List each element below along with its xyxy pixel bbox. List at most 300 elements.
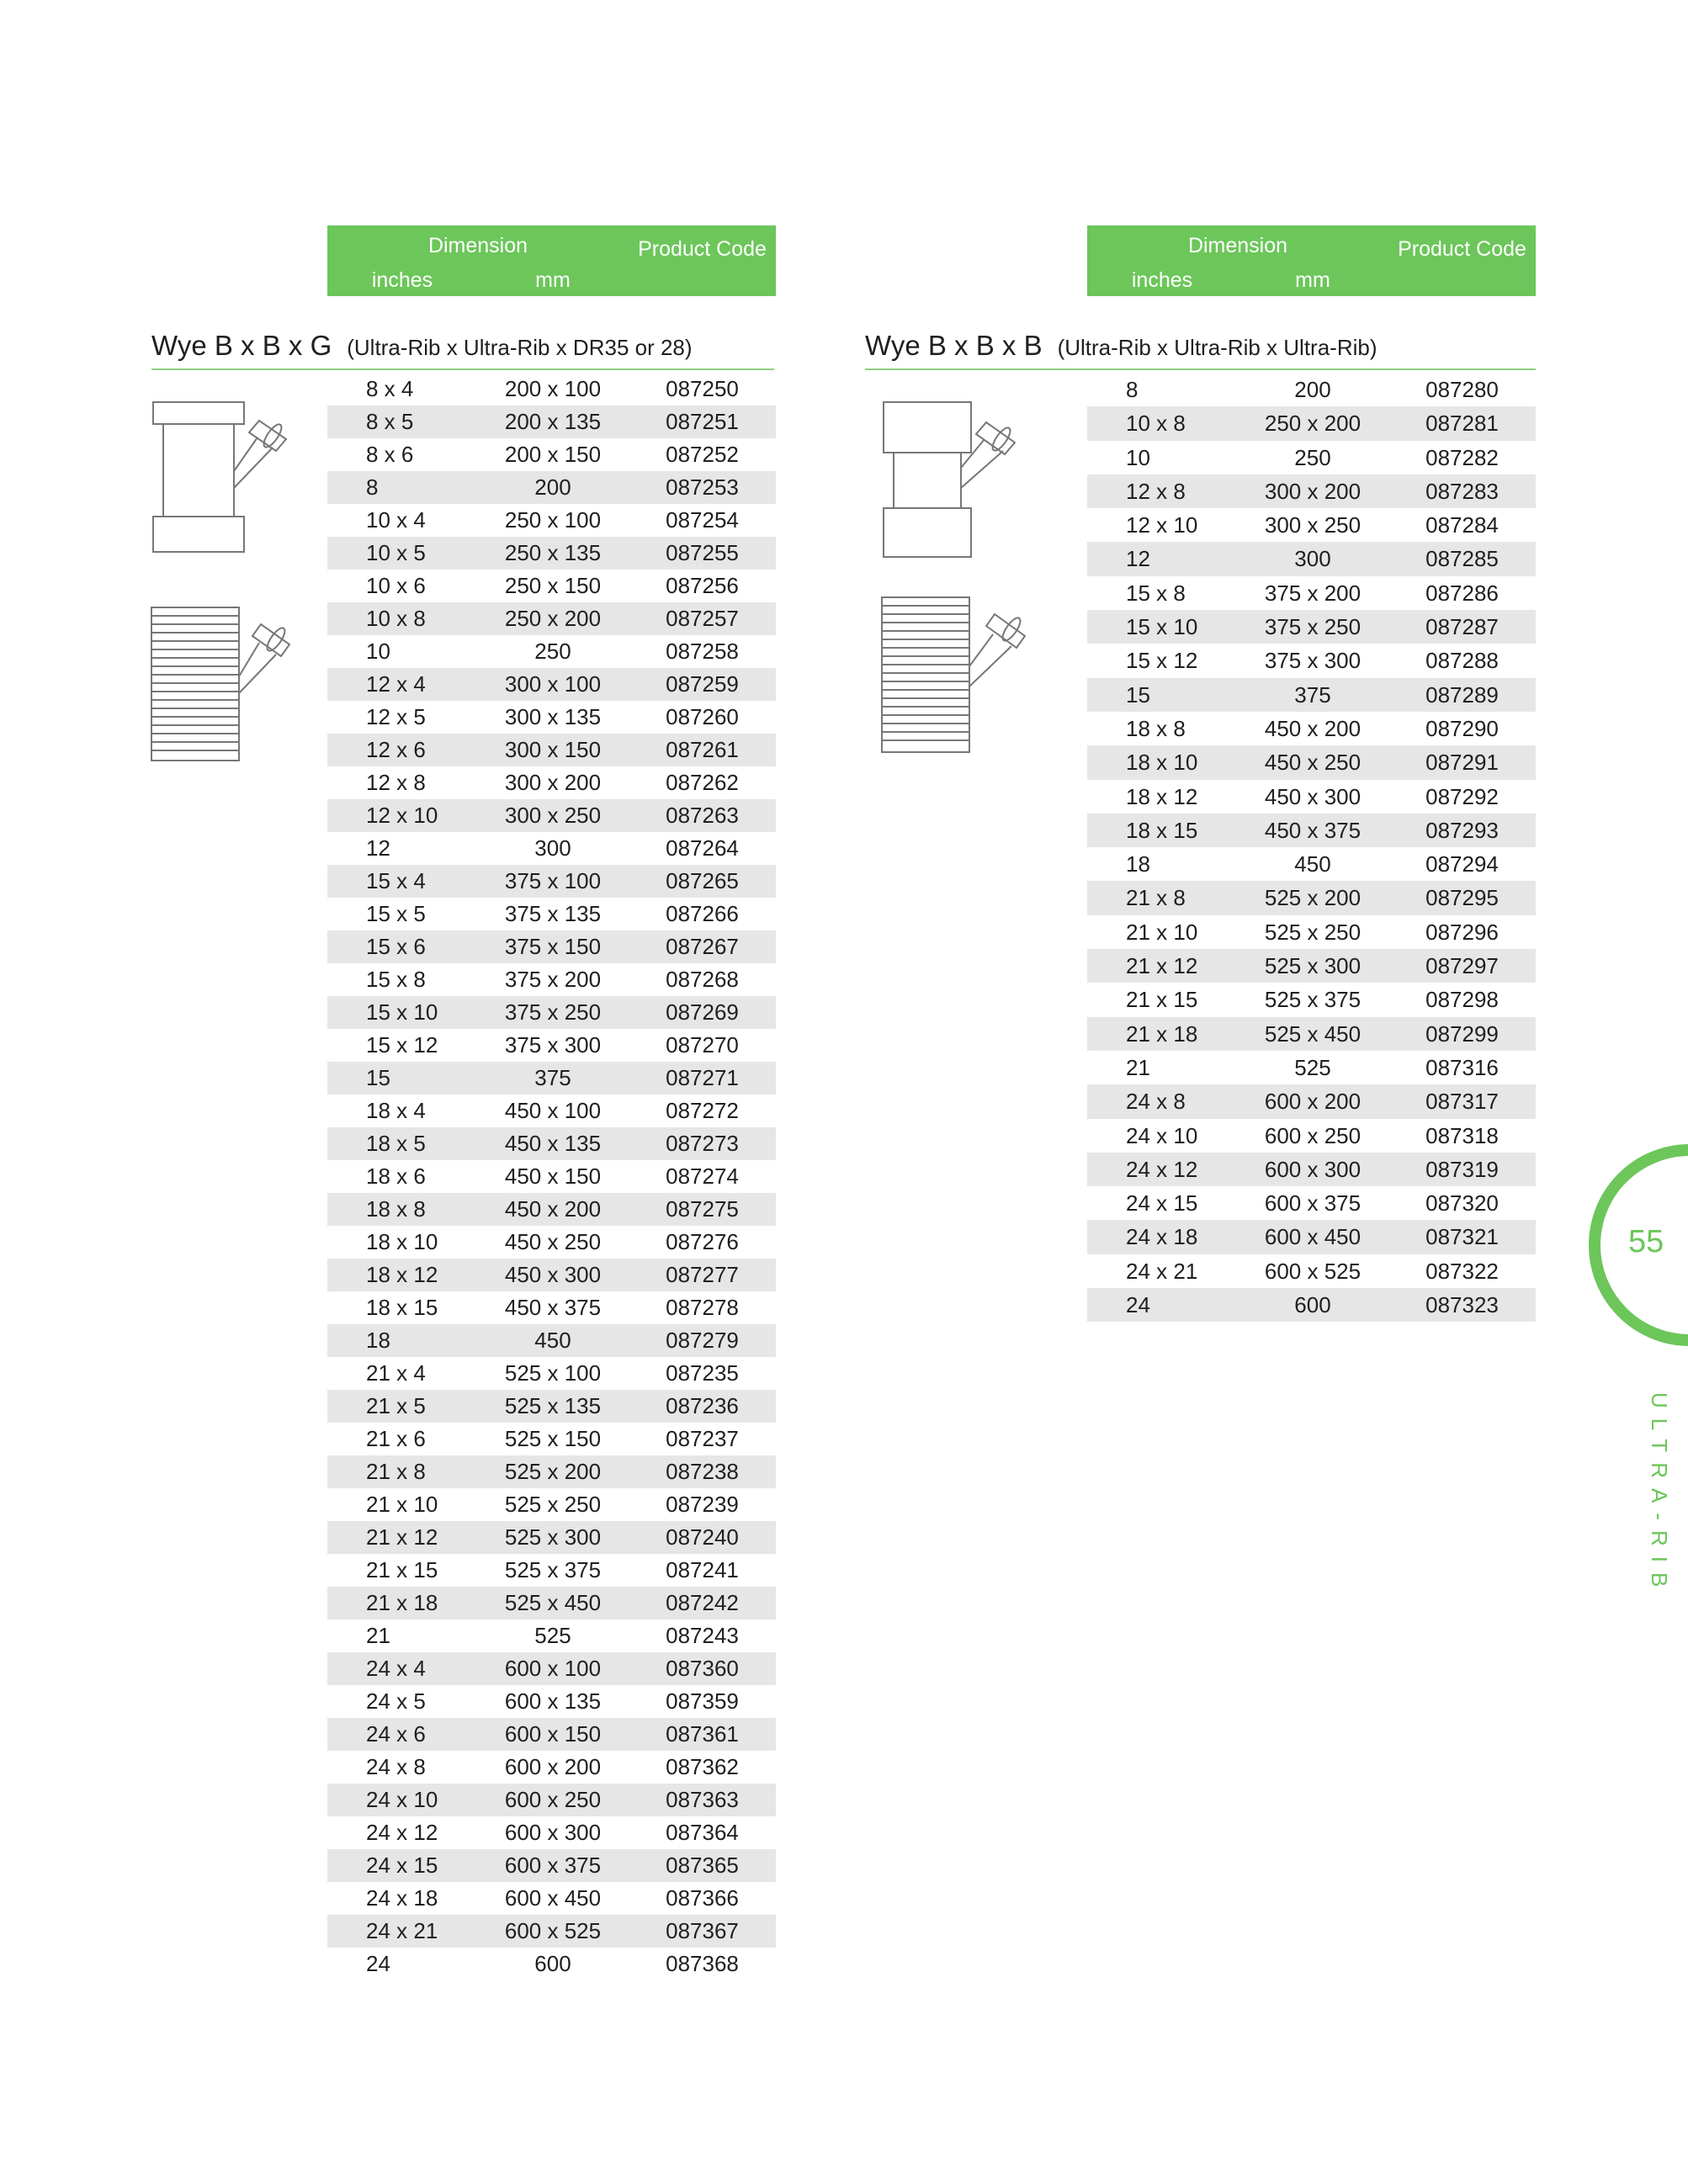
table-row [327,570,776,602]
fitting-spec: (Ultra-Rib x Ultra-Rib x DR35 or 28) [347,335,693,360]
product-code-cell: 087319 [1425,1156,1499,1182]
table-row [327,1882,776,1915]
size-inches-cell: 18 x 15 [366,1295,438,1320]
product-code-cell: 087318 [1425,1122,1499,1148]
size-inches-cell: 24 x 5 [366,1688,426,1714]
table-row [327,1160,776,1193]
size-inches-cell: 15 x 10 [1126,614,1198,640]
product-code-cell: 087259 [666,671,739,697]
table-row [1087,678,1536,712]
size-mm-cell: 525 x 450 [1264,1020,1362,1047]
product-code-cell: 087257 [666,606,739,631]
size-mm-cell: 200 x 150 [504,442,602,467]
size-mm-cell: 600 x 150 [504,1721,602,1747]
size-inches-cell: 24 x 21 [366,1918,438,1943]
size-mm-cell: 600 x 135 [504,1688,602,1714]
product-code-cell: 087360 [666,1656,739,1681]
product-code-cell: 087250 [666,376,739,401]
product-code-cell: 087277 [666,1262,739,1287]
wye-smooth-fitting-image [880,400,1032,560]
size-inches-cell: 15 x 12 [366,1032,438,1058]
size-mm-cell: 525 x 375 [1264,987,1362,1013]
product-code-cell: 087278 [666,1295,739,1320]
size-mm-cell: 600 x 250 [504,1787,602,1812]
size-mm-cell: 525 x 250 [1264,919,1362,945]
table-row [1087,745,1536,779]
size-mm-cell: 250 [1294,444,1331,470]
product-code-cell: 087316 [1425,1054,1499,1080]
size-mm-cell: 375 x 200 [504,967,602,992]
size-inches-cell: 21 x 8 [366,1459,426,1484]
size-inches-cell: 18 x 8 [366,1196,426,1222]
product-code-cell: 087241 [666,1557,739,1582]
right-section-title [865,330,1536,370]
size-mm-cell: 450 x 300 [1264,783,1362,809]
size-inches-cell: 15 [366,1065,390,1090]
size-mm-cell: 525 [534,1623,571,1648]
size-inches-cell: 24 [1126,1292,1150,1318]
product-code-cell: 087269 [666,999,739,1025]
size-mm-cell: 600 x 525 [1264,1258,1362,1284]
size-mm-cell: 450 x 200 [1264,715,1362,741]
product-code-cell: 087359 [666,1688,739,1714]
table-row [1087,814,1536,847]
product-code-cell: 087287 [1425,614,1499,640]
product-code-cell: 087276 [666,1229,739,1254]
size-mm-cell: 375 x 135 [504,901,602,926]
size-inches-cell: 12 x 6 [366,737,426,762]
size-inches-cell: 12 x 5 [366,704,426,729]
table-row [1087,1288,1536,1322]
product-code-cell: 087295 [1425,885,1499,911]
size-mm-cell: 250 x 100 [504,507,602,533]
header-inches: inches [1131,268,1193,292]
size-mm-cell: 300 x 135 [504,704,602,729]
table-row [327,1619,776,1652]
size-inches-cell: 18 x 4 [366,1098,426,1123]
table-row [1087,1153,1536,1186]
table-row [1087,712,1536,745]
table-row [327,1455,776,1488]
product-code-cell: 087254 [666,507,739,533]
product-code-cell: 087367 [666,1918,739,1943]
product-code-cell: 087258 [666,639,739,664]
product-code-cell: 087284 [1425,512,1499,538]
size-inches-cell: 21 x 4 [366,1360,426,1386]
size-mm-cell: 450 x 250 [504,1229,602,1254]
table-row [327,373,776,406]
size-inches-cell: 8 x 6 [366,442,414,467]
product-code-cell: 087364 [666,1820,739,1845]
size-mm-cell: 375 x 150 [504,934,602,959]
product-code-cell: 087299 [1425,1020,1499,1047]
size-mm-cell: 525 x 450 [504,1590,602,1615]
size-inches-cell: 24 x 18 [366,1885,438,1911]
size-inches-cell: 24 x 15 [366,1853,438,1878]
table-row [1087,406,1536,440]
table-row [1087,1051,1536,1084]
size-inches-cell: 24 x 15 [1126,1190,1198,1217]
size-mm-cell: 600 x 300 [1264,1156,1362,1182]
fitting-name: Wye B x B x B [865,330,1043,361]
product-code-cell: 087317 [1425,1089,1499,1115]
table-row [327,504,776,537]
table-row [327,1095,776,1127]
product-code-cell: 087321 [1425,1224,1499,1250]
table-row [1087,881,1536,914]
size-inches-cell: 12 x 8 [366,770,426,795]
size-mm-cell: 525 x 100 [504,1360,602,1386]
size-inches-cell: 18 x 5 [366,1131,426,1156]
right-product-table [1087,373,1536,1322]
table-row [1087,542,1536,575]
product-code-cell: 087264 [666,835,739,861]
size-inches-cell: 10 x 4 [366,507,426,533]
size-inches-cell: 24 x 12 [1126,1156,1198,1182]
product-code-cell: 087262 [666,770,739,795]
size-mm-cell: 600 x 450 [504,1885,602,1911]
table-row [327,1226,776,1259]
table-row [327,668,776,701]
size-mm-cell: 375 x 300 [1264,648,1362,674]
product-code-cell: 087289 [1425,681,1499,708]
product-code-cell: 087368 [666,1951,739,1976]
table-row [327,865,776,898]
size-mm-cell: 450 x 135 [504,1131,602,1156]
size-mm-cell: 375 [1294,681,1331,708]
size-mm-cell: 600 x 375 [1264,1190,1362,1217]
header-dimension: Dimension [1187,234,1288,257]
product-code-cell: 087274 [666,1164,739,1189]
size-inches-cell: 18 x 8 [1126,715,1186,741]
product-code-cell: 087297 [1425,953,1499,979]
size-mm-cell: 450 x 100 [504,1098,602,1123]
size-mm-cell: 600 x 200 [1264,1089,1362,1115]
size-inches-cell: 12 x 10 [1126,512,1198,538]
size-inches-cell: 8 [366,474,379,500]
size-inches-cell: 21 x 15 [1126,987,1198,1013]
size-mm-cell: 600 [534,1951,571,1976]
product-code-cell: 087238 [666,1459,739,1484]
size-mm-cell: 525 x 300 [504,1524,602,1550]
size-mm-cell: 300 [1294,546,1331,572]
product-code-cell: 087286 [1425,580,1499,606]
table-row [327,1915,776,1948]
size-mm-cell: 250 x 150 [504,573,602,598]
product-code-cell: 087288 [1425,648,1499,674]
product-code-cell: 087283 [1425,478,1499,504]
size-mm-cell: 375 x 250 [1264,614,1362,640]
product-code-cell: 087242 [666,1590,739,1615]
size-mm-cell: 450 x 150 [504,1164,602,1189]
size-mm-cell: 600 x 250 [1264,1122,1362,1148]
size-inches-cell: 18 x 15 [1126,817,1198,843]
product-code-cell: 087363 [666,1787,739,1812]
table-row [327,1685,776,1718]
product-code-cell: 087282 [1425,444,1499,470]
table-row [327,1029,776,1062]
page-number: 55 [1628,1224,1664,1259]
size-mm-cell: 525 x 375 [504,1557,602,1582]
size-inches-cell: 12 x 10 [366,803,438,828]
product-code-cell: 087320 [1425,1190,1499,1217]
product-code-cell: 087290 [1425,715,1499,741]
size-inches-cell: 21 x 5 [366,1393,426,1418]
size-inches-cell: 21 x 10 [1126,919,1198,945]
product-code-cell: 087239 [666,1492,739,1517]
header-inches: inches [371,268,433,292]
fitting-name: Wye B x B x G [151,330,332,361]
product-code-cell: 087235 [666,1360,739,1386]
size-inches-cell: 8 x 4 [366,376,414,401]
right-table-header [1087,225,1536,296]
product-code-cell: 087268 [666,967,739,992]
product-code-cell: 087281 [1425,411,1499,437]
table-row [327,1390,776,1423]
size-mm-cell: 375 x 300 [504,1032,602,1058]
table-row [1087,915,1536,949]
size-mm-cell: 450 x 300 [504,1262,602,1287]
size-inches-cell: 10 x 8 [366,606,426,631]
size-mm-cell: 600 x 300 [504,1820,602,1845]
size-inches-cell: 21 x 15 [366,1557,438,1582]
size-mm-cell: 600 x 525 [504,1918,602,1943]
wye-ribbed-fitting-image [880,596,1040,755]
size-mm-cell: 300 x 100 [504,671,602,697]
table-row [327,799,776,832]
size-mm-cell: 450 x 200 [504,1196,602,1222]
table-row [327,537,776,570]
size-mm-cell: 525 x 200 [504,1459,602,1484]
table-row [327,701,776,734]
size-inches-cell: 24 x 10 [366,1787,438,1812]
table-row [327,734,776,766]
size-inches-cell: 8 [1126,377,1139,402]
size-inches-cell: 21 [1126,1054,1150,1080]
size-inches-cell: 18 x 6 [366,1164,426,1189]
size-mm-cell: 300 x 250 [1264,512,1362,538]
product-code-cell: 087237 [666,1426,739,1451]
size-mm-cell: 525 x 300 [1264,953,1362,979]
size-inches-cell: 24 x 8 [366,1754,426,1779]
table-row [327,1062,776,1095]
product-code-cell: 087255 [666,540,739,565]
header-mm: mm [535,268,571,292]
size-mm-cell: 450 x 375 [1264,817,1362,843]
product-code-cell: 087243 [666,1623,739,1648]
product-code-cell: 087253 [666,474,739,500]
table-row [1087,508,1536,542]
size-mm-cell: 525 x 250 [504,1492,602,1517]
size-inches-cell: 18 x 12 [366,1262,438,1287]
table-row [327,1652,776,1685]
product-code-cell: 087323 [1425,1292,1499,1318]
size-inches-cell: 15 x 6 [366,934,426,959]
size-inches-cell: 21 x 18 [366,1590,438,1615]
product-code-cell: 087366 [666,1885,739,1911]
left-product-table [327,373,776,1980]
table-row [327,1784,776,1816]
size-inches-cell: 18 [366,1328,390,1353]
table-row [327,1357,776,1390]
table-row [1087,644,1536,677]
table-row [327,1521,776,1554]
table-row [327,1127,776,1160]
table-row [327,930,776,963]
table-row [1087,1084,1536,1118]
size-mm-cell: 600 x 375 [504,1853,602,1878]
header-product-code: Product Code [638,237,767,261]
size-inches-cell: 15 x 12 [1126,648,1198,674]
table-row [1087,1119,1536,1153]
left-table-header [327,225,776,296]
product-code-cell: 087275 [666,1196,739,1222]
size-mm-cell: 450 x 250 [1264,750,1362,776]
size-inches-cell: 15 x 8 [1126,580,1186,606]
table-row [1087,474,1536,508]
size-mm-cell: 525 [1294,1054,1331,1080]
size-mm-cell: 525 x 135 [504,1393,602,1418]
size-inches-cell: 24 x 21 [1126,1258,1198,1284]
table-row [1087,1017,1536,1051]
product-code-cell: 087273 [666,1131,739,1156]
table-row [327,1751,776,1784]
size-mm-cell: 375 x 250 [504,999,602,1025]
product-code-cell: 087236 [666,1393,739,1418]
product-code-cell: 087298 [1425,987,1499,1013]
product-code-cell: 087362 [666,1754,739,1779]
size-mm-cell: 200 [534,474,571,500]
product-code-cell: 087294 [1425,851,1499,877]
product-code-cell: 087272 [666,1098,739,1123]
fitting-spec: (Ultra-Rib x Ultra-Rib x Ultra-Rib) [1057,335,1377,360]
product-code-cell: 087292 [1425,783,1499,809]
size-inches-cell: 24 x 4 [366,1656,426,1681]
size-inches-cell: 15 x 5 [366,901,426,926]
product-code-cell: 087252 [666,442,739,467]
table-row [327,471,776,504]
wye-ribbed-fitting-image [150,606,301,766]
table-row [327,1816,776,1849]
table-row [327,996,776,1029]
size-inches-cell: 21 x 10 [366,1492,438,1517]
size-inches-cell: 12 [1126,546,1150,572]
size-inches-cell: 21 [366,1623,390,1648]
size-mm-cell: 250 [534,639,571,664]
table-row [327,1587,776,1619]
size-inches-cell: 10 x 5 [366,540,426,565]
size-mm-cell: 450 [1294,851,1331,877]
size-inches-cell: 15 x 4 [366,868,426,893]
size-mm-cell: 375 x 100 [504,868,602,893]
size-inches-cell: 10 x 8 [1126,411,1186,437]
size-inches-cell: 24 x 18 [1126,1224,1198,1250]
size-mm-cell: 200 [1294,377,1331,402]
size-mm-cell: 600 x 450 [1264,1224,1362,1250]
size-inches-cell: 21 x 6 [366,1426,426,1451]
size-inches-cell: 24 x 10 [1126,1122,1198,1148]
table-row [327,1948,776,1980]
size-mm-cell: 525 x 150 [504,1426,602,1451]
product-code-cell: 087256 [666,573,739,598]
product-code-cell: 087265 [666,868,739,893]
table-row [327,1718,776,1751]
size-inches-cell: 24 x 12 [366,1820,438,1845]
size-inches-cell: 18 x 10 [1126,750,1198,776]
size-inches-cell: 18 x 12 [1126,783,1198,809]
size-inches-cell: 10 [1126,444,1150,470]
size-mm-cell: 300 x 200 [1264,478,1362,504]
product-code-cell: 087261 [666,737,739,762]
size-inches-cell: 21 x 12 [1126,953,1198,979]
table-row [327,898,776,930]
table-row [327,1259,776,1291]
table-row [1087,983,1536,1016]
table-row [1087,847,1536,881]
product-code-cell: 087279 [666,1328,739,1353]
header-dimension: Dimension [427,234,528,257]
product-code-cell: 087260 [666,704,739,729]
size-inches-cell: 24 x 8 [1126,1089,1186,1115]
table-row [1087,610,1536,644]
table-row [327,1423,776,1455]
table-row [1087,1254,1536,1288]
product-code-cell: 087267 [666,934,739,959]
size-mm-cell: 300 x 150 [504,737,602,762]
table-row [1087,441,1536,474]
size-mm-cell: 250 x 200 [1264,411,1362,437]
table-row [327,1324,776,1357]
table-row [327,635,776,668]
table-row [327,1193,776,1226]
size-mm-cell: 450 [534,1328,571,1353]
size-mm-cell: 600 [1294,1292,1331,1318]
size-inches-cell: 18 [1126,851,1150,877]
wye-smooth-fitting-image [150,395,301,555]
section-side-label: ULTRA-RIB [1647,1392,1672,1598]
size-inches-cell: 15 [1126,681,1150,708]
size-inches-cell: 21 x 12 [366,1524,438,1550]
product-code-cell: 087266 [666,901,739,926]
size-inches-cell: 15 x 8 [366,967,426,992]
size-inches-cell: 21 x 18 [1126,1020,1198,1047]
product-code-cell: 087240 [666,1524,739,1550]
size-inches-cell: 24 [366,1951,390,1976]
size-mm-cell: 600 x 200 [504,1754,602,1779]
product-code-cell: 087361 [666,1721,739,1747]
header-product-code: Product Code [1398,237,1526,261]
size-inches-cell: 21 x 8 [1126,885,1186,911]
size-mm-cell: 300 x 200 [504,770,602,795]
product-code-cell: 087285 [1425,546,1499,572]
table-row [327,1554,776,1587]
table-row [327,602,776,635]
product-code-cell: 087271 [666,1065,739,1090]
product-code-cell: 087251 [666,409,739,434]
left-section-title [151,330,774,370]
size-mm-cell: 200 x 135 [504,409,602,434]
product-code-cell: 087293 [1425,817,1499,843]
product-code-cell: 087322 [1425,1258,1499,1284]
size-mm-cell: 300 [534,835,571,861]
size-mm-cell: 200 x 100 [504,376,602,401]
header-mm: mm [1295,268,1330,292]
product-code-cell: 087263 [666,803,739,828]
size-inches-cell: 10 [366,639,390,664]
product-code-cell: 087270 [666,1032,739,1058]
size-inches-cell: 18 x 10 [366,1229,438,1254]
product-code-cell: 087365 [666,1853,739,1878]
